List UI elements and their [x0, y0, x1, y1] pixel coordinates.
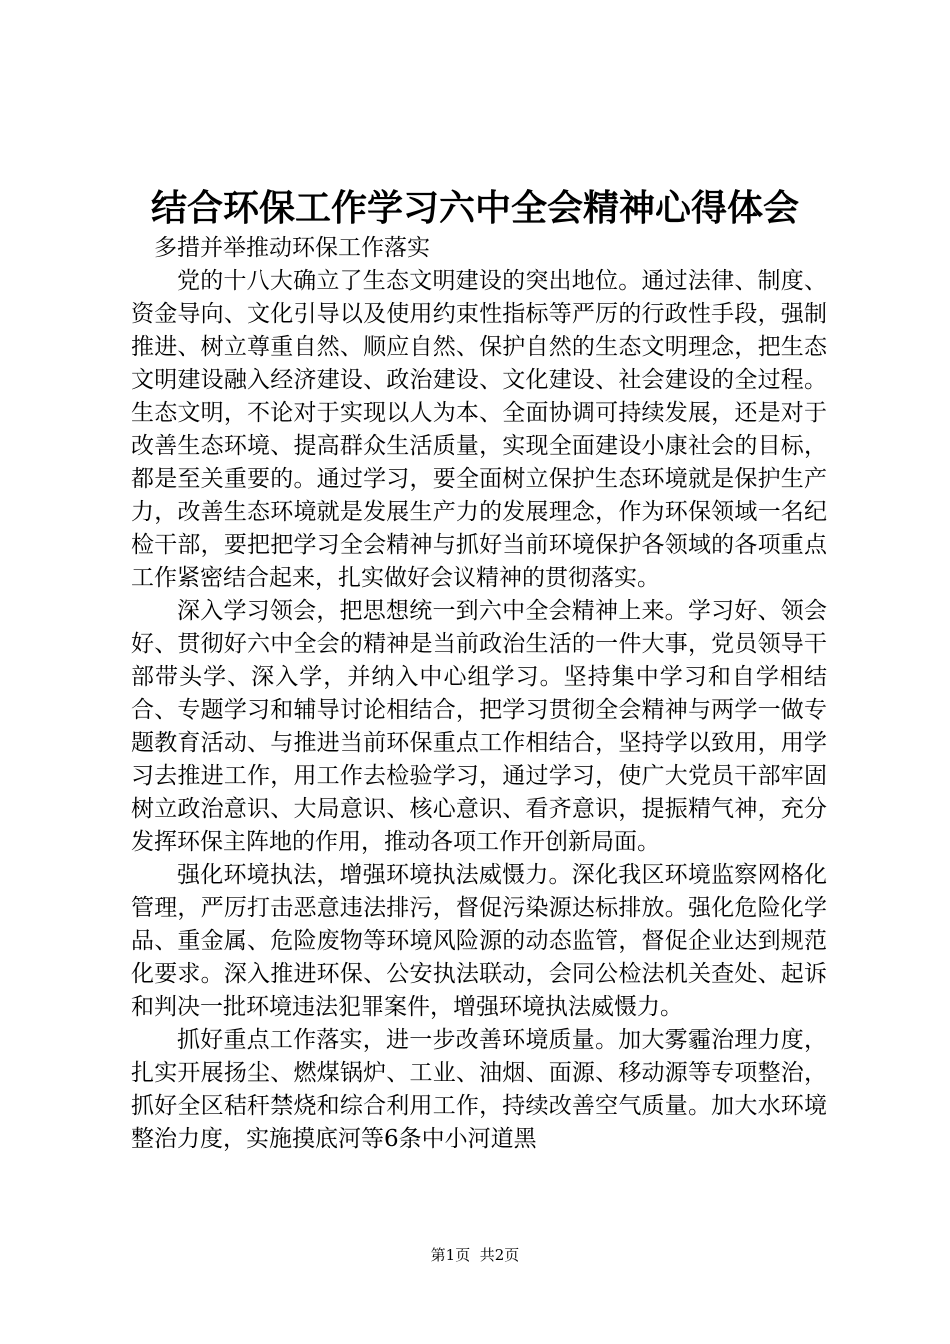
document-body	[131, 232, 827, 1156]
paragraph-3: 强化环境执法，增强环境执法威慑力。深化我区环境监察网格化管理，严厉打击恶意违法排污，督促污染源达标排放。强化危险化学品、重金属、危险废物等环境风险源的动态监管，督促企业达到规范化要求。深入推进环保、公安执法联动，会同公检法机关查处、起诉和判决一批环境违法犯罪案件，增强环境执法威慑力。	[131, 862, 827, 1020]
page-footer	[0, 1244, 950, 1266]
paragraph-4: 抓好重点工作落实，进一步改善环境质量。加大雾霾治理力度，扎实开展扬尘、燃煤锅炉、工业、油烟、面源、移动源等专项整治，抓好全区秸秆禁烧和综合利用工作，持续改善空气质量。加大水环境整治力度，实施摸底河等6条中小河道黑	[131, 1027, 827, 1152]
page-number: 第1页	[430, 1246, 471, 1264]
paragraph-2: 深入学习领会，把思想统一到六中全会精神上来。学习好、领会好、贯彻好六中全会的精神是当前政治生活的一件大事，党员领导干部带头学、深入学，并纳入中心组学习。坚持集中学习和自学相结合、专题学习和辅导讨论相结合，把学习贯彻全会精神与两学一做专题教育活动、与推进当前环保重点工作相结合，坚持学以致用，用学习去推进工作，用工作去检验学习，通过学习，使广大党员干部牢固树立政治意识、大局意识、核心意识、看齐意识，提振精气神，充分发挥环保主阵地的作用，推动各项工作开创新局面。	[131, 598, 827, 855]
subheading: 多措并举推动环保工作落实	[154, 235, 430, 261]
page-total: 共2页	[479, 1246, 520, 1264]
paragraph-1: 党的十八大确立了生态文明建设的突出地位。通过法律、制度、资金导向、文化引导以及使用约束性指标等严厉的行政性手段，强制推进、树立尊重自然、顺应自然、保护自然的生态文明理念，把生态文明建设融入经济建设、政治建设、文化建设、社会建设的全过程。生态文明，不论对于实现以人为本、全面协调可持续发展，还是对于改善生态环境、提高群众生活质量，实现全面建设小康社会的目标，都是至关重要的。通过学习，要全面树立保护生态环境就是保护生产力，改善生态环境就是发展生产力的发展理念，作为环保领域一名纪检干部，要把把学习全会精神与抓好当前环境保护各领域的各项重点工作紧密结合起来，扎实做好会议精神的贯彻落实。	[131, 268, 827, 591]
document-title: 结合环保工作学习六中全会精神心得体会	[150, 188, 799, 229]
